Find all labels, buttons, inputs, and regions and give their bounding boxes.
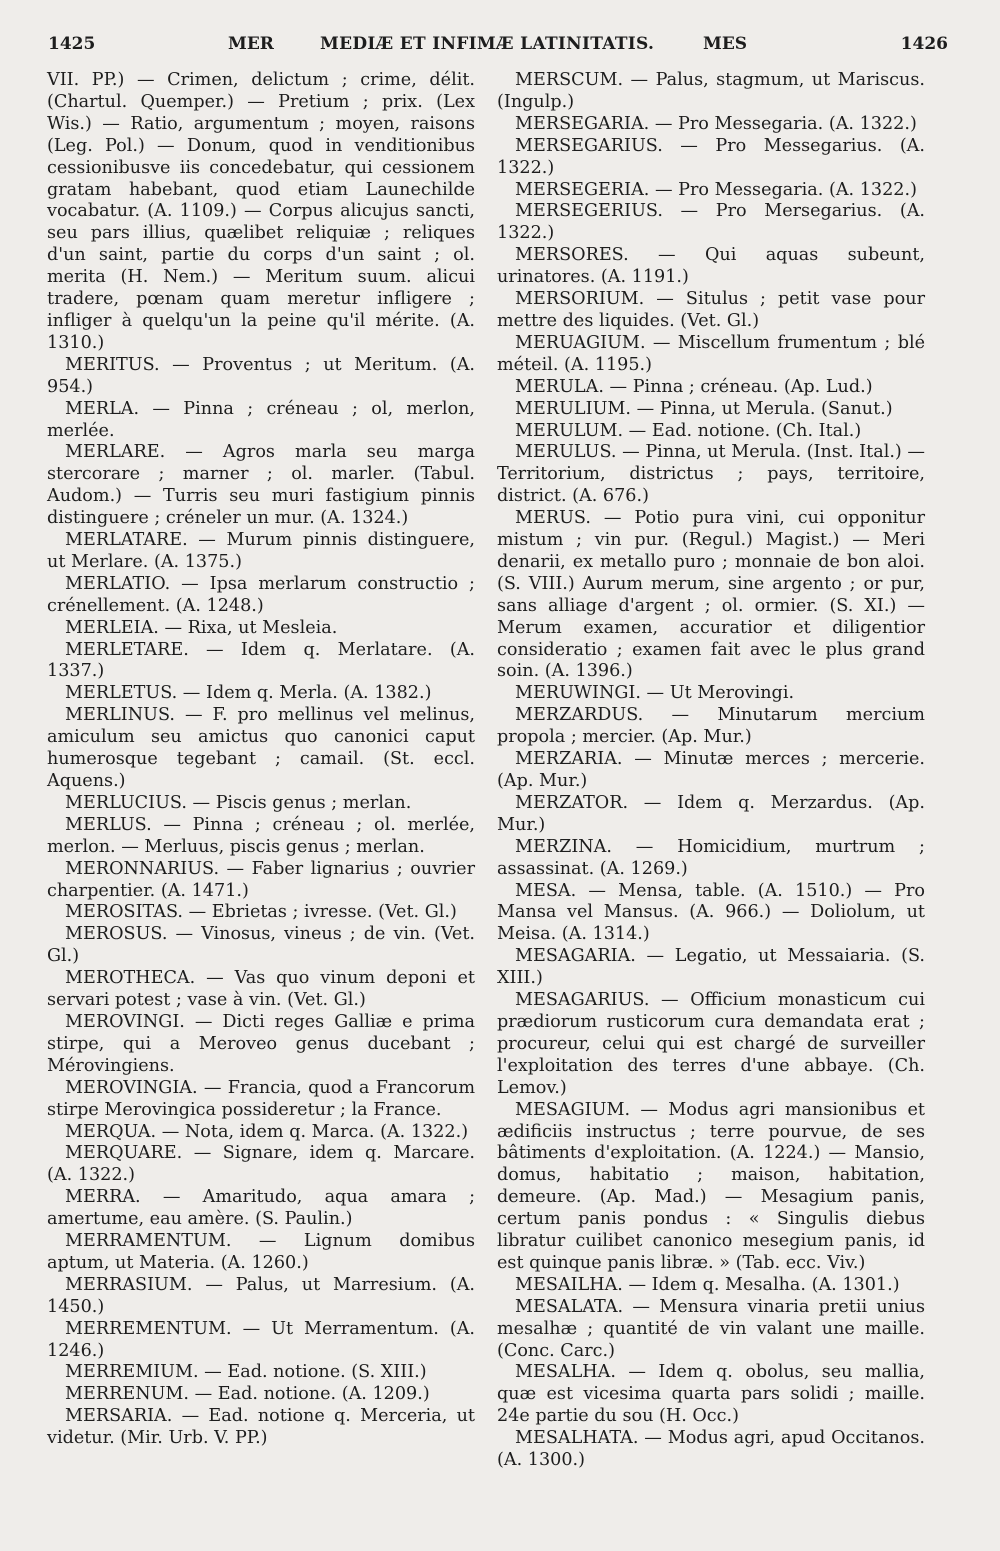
dictionary-entry: MEROVINGI. — Dicti reges Galliæ e prima stirpe, qui a Meroveo genus ducebant ; Mérovingiens. xyxy=(47,1011,475,1076)
dictionary-entry: MEROVINGIA. — Francia, quod a Francorum stirpe Merovingica possideretur ; la France. xyxy=(47,1077,475,1120)
dictionary-entry: MERSEGARIUS. — Pro Messegarius. (A. 1322.) xyxy=(497,135,925,178)
dictionary-entry: MERSEGARIA. — Pro Messegaria. (A. 1322.) xyxy=(515,113,917,134)
dictionary-entry: MERLA. — Pinna ; créneau ; ol, merlon, merlée. xyxy=(47,398,475,441)
dictionary-entry: MERLETUS. — Idem q. Merla. (A. 1382.) xyxy=(65,683,432,704)
dictionary-entry: MERUWINGI. — Ut Merovingi. xyxy=(515,683,795,704)
page-number-right: 1426 xyxy=(900,34,948,54)
dictionary-entry: MERZARDUS. — Minutarum mercium propola ; mercier. (Ap. Mur.) xyxy=(497,705,925,748)
dictionary-entry: MERLUS. — Pinna ; créneau ; ol. merlée, merlon. — Merluus, piscis genus ; merlan. xyxy=(47,814,475,857)
dictionary-entry: MERZATOR. — Idem q. Merzardus. (Ap. Mur.) xyxy=(497,792,925,835)
dictionary-entry: MESALHA. — Idem q. obolus, seu mallia, quæ est vicesima quarta pars solidi ; maille. 24e partie du sou (H. Occ.) xyxy=(497,1362,925,1427)
dictionary-entry: MEROSUS. — Vinosus, vineus ; de vin. (Vet. Gl.) xyxy=(47,924,475,967)
right-column xyxy=(497,70,925,1472)
dictionary-entry: MERLUCIUS. — Piscis genus ; merlan. xyxy=(65,792,412,813)
entry-continuation: VII. PP.) — Crimen, delictum ; crime, délit. (Chartul. Quemper.) — Pretium ; prix. (Lex Wis.) — Ratio, argumentum ; moyen, raisons (Leg. Pol.) — Donum, quod in venditionibus cessionibusve iis concedebatur, qui cessionem gratam habebant, quod etiam Launechilde vocabatur. (A. 1109.) — Corpus alicujus sancti, seu pars illius, quælibet reliquiæ ; reliques d'un saint, partie du corps d'un saint ; ol. merita (H. Nem.) — Meritum suum. alicui tradere, pœnam quam meretur infligere ; infliger à quelqu'un la peine qu'il mérite. (A. 1310.) xyxy=(47,70,475,353)
dictionary-entry: MERSORES. — Qui aquas subeunt, urinatores. (A. 1191.) xyxy=(497,245,925,288)
dictionary-entry: MERZARIA. — Minutæ merces ; mercerie. (Ap. Mur.) xyxy=(497,749,925,791)
dictionary-entry: MERSEGERIA. — Pro Messegaria. (A. 1322.) xyxy=(515,179,917,200)
dictionary-entry: MERZINA. — Homicidium, murtrum ; assassinat. (A. 1269.) xyxy=(497,836,925,879)
running-header xyxy=(48,34,948,64)
dictionary-entry: MERITUS. — Proventus ; ut Meritum. (A. 954.) xyxy=(47,354,475,397)
left-column xyxy=(47,70,475,1450)
dictionary-entry: MERSCUM. — Palus, stagmum, ut Mariscus. (Ingulp.) xyxy=(497,70,925,112)
dictionary-entry: MERLATIO. — Ipsa merlarum constructio ; crénellement. (A. 1248.) xyxy=(47,573,475,616)
dictionary-entry: MERULUM. — Ead. notione. (Ch. Ital.) xyxy=(515,420,862,441)
dictionary-entry: MESALHATA. — Modus agri, apud Occitanos. (A. 1300.) xyxy=(497,1428,925,1471)
dictionary-entry: MERONNARIUS. — Faber lignarius ; ouvrier charpentier. (A. 1471.) xyxy=(47,858,475,901)
dictionary-entry: MERLINUS. — F. pro mellinus vel melinus, amiculum seu amictus quo canonici caput humerosque tegebant ; camail. (St. eccl. Aquens.) xyxy=(47,705,475,791)
dictionary-entry: MESA. — Mensa, table. (A. 1510.) — Pro Mansa vel Mansus. (A. 966.) — Doliolum, ut Meisa. (A. 1314.) xyxy=(497,880,925,945)
dictionary-entry: MESALATA. — Mensura vinaria pretii unius mesalhæ ; quantité de vin valant une maille. (Conc. Carc.) xyxy=(497,1296,925,1361)
dictionary-entry: MERLARE. — Agros marla seu marga stercorare ; marner ; ol. marler. (Tabul. Audom.) — Turris seu muri fastigium pinnis distinguere ; créneler un mur. (A. 1324.) xyxy=(47,442,475,529)
dictionary-entry: MERULA. — Pinna ; créneau. (Ap. Lud.) xyxy=(515,376,873,397)
dictionary-entry: MERQUARE. — Signare, idem q. Marcare. (A. 1322.) xyxy=(47,1143,475,1186)
dictionary-entry: MERREMIUM. — Ead. notione. (S. XIII.) xyxy=(65,1362,427,1383)
dictionary-entry: MESAGIUM. — Modus agri mansionibus et ædificiis instructus ; terre pourvue, de ses bâtiments d'exploitation. (A. 1224.) — Mansio, domus, habitatio ; maison, habitation, demeure. (Ap. Mad.) — Mesagium panis, certum panis pondus : « Singulis diebus libratur cuilibet canonico mesegium panis, id est quinque panis libræ. » (Tab. ecc. Viv.) xyxy=(497,1099,925,1273)
dictionary-entry: MERULUS. — Pinna, ut Merula. (Inst. Ital.) — Territorium, districtus ; pays, territoire, district. (A. 676.) xyxy=(497,442,925,507)
running-title: MEDIÆ ET INFIMÆ LATINITATIS. xyxy=(320,34,655,54)
dictionary-entry: MERQUA. — Nota, idem q. Marca. (A. 1322.) xyxy=(65,1121,469,1142)
dictionary-entry: MERUS. — Potio pura vini, cui opponitur mistum ; vin pur. (Regul.) Magist.) — Meri denarii, ex metallo puro ; monnaie de bon aloi. (S. VIII.) Aurum merum, sine argento ; or pur, sans alliage d'argent ; ol. ormier. (S. XI.) — Merum examen, accuratior et diligentior consideratio ; examen fait avec le plus grand soin. (A. 1396.) xyxy=(497,508,925,682)
dictionary-entry: MERLETARE. — Idem q. Merlatare. (A. 1337.) xyxy=(47,639,475,682)
dictionary-entry: MERUAGIUM. — Miscellum frumentum ; blé méteil. (A. 1195.) xyxy=(497,332,925,375)
dictionary-entry: MESAGARIUS. — Officium monasticum cui prædiorum rusticorum cura demandata erat ; procureur, celui qui est chargé de surveiller l'exploitation des terres d'une abbaye. (Ch. Lemov.) xyxy=(497,990,925,1098)
dictionary-entry: MERRASIUM. — Palus, ut Marresium. (A. 1450.) xyxy=(47,1274,475,1317)
dictionary-entry: MERSORIUM. — Situlus ; petit vase pour mettre des liquides. (Vet. Gl.) xyxy=(497,289,925,331)
dictionary-entry: MERULIUM. — Pinna, ut Merula. (Sanut.) xyxy=(515,398,893,419)
dictionary-entry: MERRENUM. — Ead. notione. (A. 1209.) xyxy=(65,1384,430,1405)
dictionary-entry: MERSARIA. — Ead. notione q. Merceria, ut videtur. (Mir. Urb. V. PP.) xyxy=(47,1406,475,1449)
page-number-left: 1425 xyxy=(48,34,96,54)
catchword-right: MES xyxy=(703,34,748,54)
dictionary-entry: MESAILHA. — Idem q. Mesalha. (A. 1301.) xyxy=(515,1274,900,1295)
catchword-left: MER xyxy=(228,34,274,54)
dictionary-entry: MEROTHECA. — Vas quo vinum deponi et servari potest ; vase à vin. (Vet. Gl.) xyxy=(47,968,475,1011)
dictionary-entry: MERLEIA. — Rixa, ut Mesleia. xyxy=(65,617,338,638)
dictionary-entry: MEROSITAS. — Ebrietas ; ivresse. (Vet. Gl.) xyxy=(65,902,457,923)
dictionary-entry: MESAGARIA. — Legatio, ut Messaiaria. (S. XIII.) xyxy=(497,946,925,989)
dictionary-entry: MERLATARE. — Murum pinnis distinguere, ut Merlare. (A. 1375.) xyxy=(47,530,475,572)
dictionary-entry: MERRAMENTUM. — Lignum domibus aptum, ut Materia. (A. 1260.) xyxy=(47,1231,475,1273)
dictionary-entry: MERSEGERIUS. — Pro Mersegarius. (A. 1322.) xyxy=(497,201,925,244)
dictionary-entry: MERREMENTUM. — Ut Merramentum. (A. 1246.) xyxy=(47,1318,475,1361)
dictionary-entry: MERRA. — Amaritudo, aqua amara ; amertume, eau amère. (S. Paulin.) xyxy=(47,1187,475,1230)
